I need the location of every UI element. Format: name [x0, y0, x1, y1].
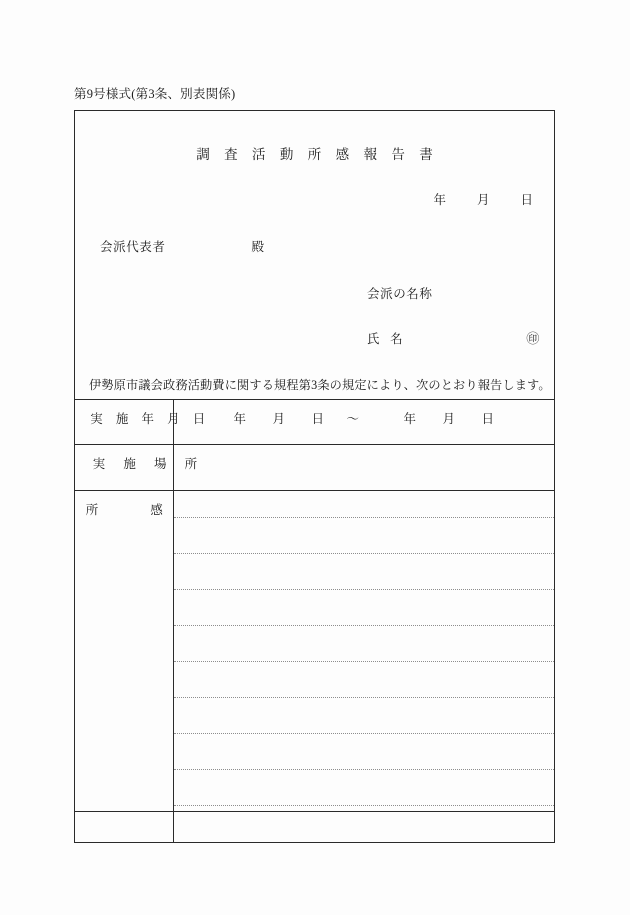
signer-line	[367, 329, 540, 347]
row-label-impressions	[75, 491, 174, 843]
form-frame	[74, 110, 555, 812]
seal-stamp-icon: ㊞	[526, 330, 540, 346]
ruled-line	[174, 733, 554, 734]
row-label-implementation-date: 実 施 年 月 日	[75, 400, 174, 445]
end-month-label: 月	[442, 412, 456, 426]
table-row	[75, 445, 555, 491]
party-name-label: 会派の名称	[367, 287, 433, 301]
ruled-line	[174, 589, 554, 590]
table-row	[75, 491, 555, 843]
impressions-ruled-lines	[174, 491, 554, 842]
regulation-statement: 伊勢原市議会政務活動費に関する規程第3条の規定により、次のとおり報告します。	[89, 378, 551, 392]
submission-date-line	[433, 190, 534, 208]
impressions-label-right: 感	[150, 503, 163, 517]
ruled-line	[174, 517, 554, 518]
end-day-label: 日	[481, 412, 495, 426]
addressee-honorific: 殿	[251, 240, 265, 254]
ruled-line	[174, 697, 554, 698]
date-range-mark: ～	[346, 412, 360, 426]
ruled-line	[174, 769, 554, 770]
ruled-line	[174, 553, 554, 554]
submission-day-label: 日	[520, 193, 534, 207]
row-label-implementation-place: 実 施 場 所	[75, 445, 174, 491]
ruled-line	[174, 805, 554, 806]
form-number-caption: 第9号様式(第3条、別表関係)	[74, 87, 236, 101]
submission-month-label: 月	[476, 193, 491, 207]
addressee-label: 会派代表者	[100, 240, 166, 254]
impressions-label-left: 所	[85, 503, 99, 517]
ruled-line	[174, 625, 554, 626]
addressee-line	[100, 237, 265, 255]
start-day-label: 日	[311, 412, 325, 426]
end-year-label: 年	[403, 412, 417, 426]
start-month-label: 月	[272, 412, 286, 426]
impressions-field[interactable]	[174, 491, 555, 843]
implementation-place-field[interactable]	[174, 445, 555, 491]
start-year-label: 年	[233, 412, 247, 426]
implementation-date-field[interactable]	[174, 400, 555, 445]
implementation-date-placeholders	[174, 400, 554, 427]
table-row	[75, 400, 555, 445]
page-title: 調 査 活 動 所 感 報 告 書	[196, 147, 439, 162]
ruled-line	[174, 661, 554, 662]
submission-year-label: 年	[433, 193, 447, 207]
signer-name-label: 氏 名	[367, 332, 404, 346]
report-table	[74, 399, 555, 843]
